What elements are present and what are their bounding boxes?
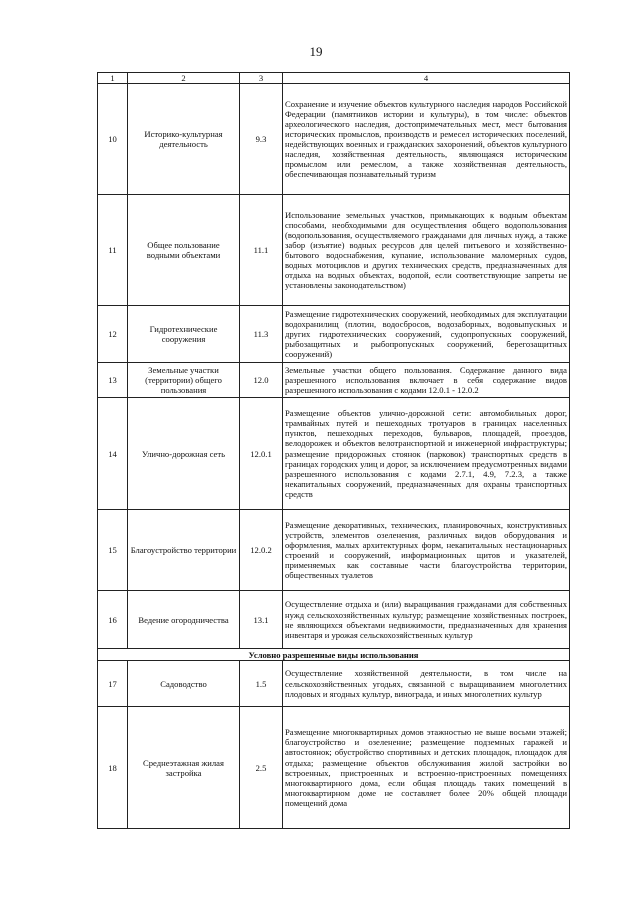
use-type-name: Историко-культурная деятельность xyxy=(128,84,240,195)
use-type-description: Осуществление хозяйственной деятельности, в том числе на сельскохозяйственных угодьях, связанной с выращиванием многолетних плодовых и ягодных культур, винограда, и иных многолетних культур xyxy=(283,661,570,707)
use-type-name: Благоустройство территории xyxy=(128,510,240,591)
use-type-code: 2.5 xyxy=(240,707,283,829)
table-row xyxy=(98,707,570,829)
row-number: 11 xyxy=(98,195,128,306)
row-number: 12 xyxy=(98,306,128,363)
table-row xyxy=(98,398,570,510)
use-type-code: 11.3 xyxy=(240,306,283,363)
table-row xyxy=(98,306,570,363)
header-cell: 3 xyxy=(240,73,283,84)
row-number: 13 xyxy=(98,363,128,398)
use-type-description: Сохранение и изучение объектов культурного наследия народов Российской Федерации (памятников истории и культуры), в том числе: объектов археологического наследия, достопримечательных мест, мест бытования исторических промыслов, производств и ремесел исторических поселений, недействующих военных и гражданских захоронений, объектов культурного наследия, хозяйственная деятельность, являющаяся историческим промыслом или ремеслом, а также хозяйственная деятельность, обеспечивающая познавательный туризм xyxy=(283,84,570,195)
table-row xyxy=(98,510,570,591)
use-type-description: Размещение объектов улично-дорожной сети: автомобильных дорог, трамвайных путей и пешеходных тротуаров в границах населенных пунктов, пешеходных переходов, бульваров, площадей, проездов, велодорожек и объектов велотранспортной и инженерной инфраструктуры; размещение придорожных стоянок (парковок) транспортных средств в границах городских улиц и дорог, за исключением предусмотренных видами разрешенного использования с кодами 2.7.1, 4.9, 7.2.3, а также некапитальных сооружений, предназначенных для охраны транспортных средств xyxy=(283,398,570,510)
section-title: Условно разрешенные виды использования xyxy=(98,649,570,661)
use-type-name: Ведение огородничества xyxy=(128,591,240,649)
use-type-description: Размещение декоративных, технических, планировочных, конструктивных устройств, элементов озеленения, различных видов оборудования и оформления, малых архитектурных форм, некапитальных нестационарных строений и сооружений, информационных щитов и указателей, применяемых как составные части благоустройства территории, общественных туалетов xyxy=(283,510,570,591)
table-header-row xyxy=(98,73,570,84)
header-cell: 1 xyxy=(98,73,128,84)
table-row xyxy=(98,363,570,398)
use-type-name: Земельные участки (территории) общего пользования xyxy=(128,363,240,398)
row-number: 15 xyxy=(98,510,128,591)
row-number: 17 xyxy=(98,661,128,707)
table-row xyxy=(98,661,570,707)
use-type-code: 9.3 xyxy=(240,84,283,195)
use-type-name: Садоводство xyxy=(128,661,240,707)
use-type-description: Земельные участки общего пользования. Содержание данного вида разрешенного использования включает в себя содержание видов разрешенного использования с кодами 12.0.1 - 12.0.2 xyxy=(283,363,570,398)
use-type-name: Гидротехнические сооружения xyxy=(128,306,240,363)
land-use-table xyxy=(97,72,570,829)
use-type-code: 12.0.2 xyxy=(240,510,283,591)
use-type-code: 11.1 xyxy=(240,195,283,306)
use-type-code: 1.5 xyxy=(240,661,283,707)
header-cell: 4 xyxy=(283,73,570,84)
use-type-name: Улично-дорожная сеть xyxy=(128,398,240,510)
row-number: 18 xyxy=(98,707,128,829)
use-type-name: Общее пользование водными объектами xyxy=(128,195,240,306)
page-number: 19 xyxy=(309,44,323,59)
row-number: 14 xyxy=(98,398,128,510)
use-type-code: 12.0.1 xyxy=(240,398,283,510)
use-type-description: Размещение гидротехнических сооружений, необходимых для эксплуатации водохранилищ (плотин, водосбросов, водозаборных, водовыпускных и других гидротехнических сооружений, судопропускных сооружений, рыбозащитных и рыбопропускных сооружений, берегозащитных сооружений) xyxy=(283,306,570,363)
section-heading-row xyxy=(98,649,570,661)
use-type-code: 12.0 xyxy=(240,363,283,398)
use-type-description: Осуществление отдыха и (или) выращивания гражданами для собственных нужд сельскохозяйственных культур; размещение хозяйственных построек, не являющихся объектами недвижимости, предназначенных для хранения инвентаря и урожая сельскохозяйственных культур xyxy=(283,591,570,649)
table-row xyxy=(98,591,570,649)
use-type-name: Среднеэтажная жилая застройка xyxy=(128,707,240,829)
row-number: 16 xyxy=(98,591,128,649)
row-number: 10 xyxy=(98,84,128,195)
header-cell: 2 xyxy=(128,73,240,84)
table-row xyxy=(98,195,570,306)
use-type-description: Использование земельных участков, примыкающих к водным объектам способами, необходимыми для осуществления общего водопользования (водопользования, осуществляемого гражданами для личных нужд, а также забор (изъятие) водных ресурсов для целей питьевого и хозяйственно-бытового водоснабжения, купание, использование маломерных судов, водных мотоциклов и других технических средств, предназначенных для отдыха на водных объектах, водопой, если соответствующие запреты не установлены законодательством) xyxy=(283,195,570,306)
table-row xyxy=(98,84,570,195)
use-type-description: Размещение многоквартирных домов этажностью не выше восьми этажей; благоустройство и озеленение; размещение подземных гаражей и автостоянок; обустройство спортивных и детских площадок, площадок для отдыха; размещение объектов обслуживания жилой застройки во встроенных, пристроенных и встроенно-пристроенных помещениях многоквартирного дома, если общая площадь таких помещений в многоквартирном доме не составляет более 20% общей площади помещений дома xyxy=(283,707,570,829)
use-type-code: 13.1 xyxy=(240,591,283,649)
